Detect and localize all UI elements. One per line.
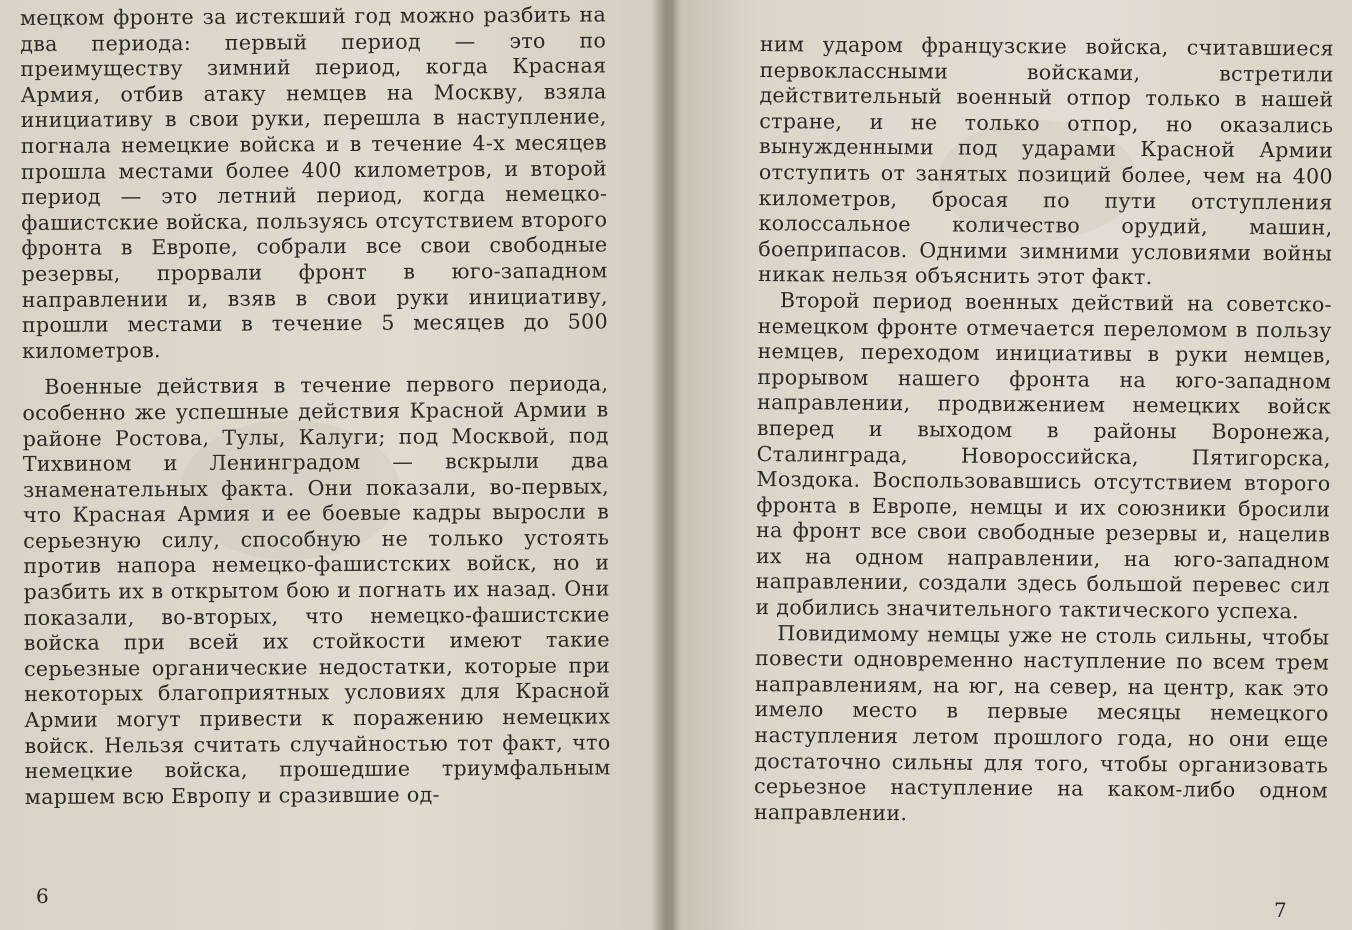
paragraph: Военные действия в течение первого периода, особенно же успешные действия Красной Армии в районе Ростова, Тулы, Калуги; под Москвой, под Тихвином и Ленинградом — вскрыли два знаменательных факта. Они показали, во-первых, что Красная Армия и ее боевые кадры выросли в серьезную силу, способную не только устоять против напора немецко-фашистских войск, но и разбить их в открытом бою и погнать их назад. Они показали, во-вторых, что немецко-фашистские войска при всей их стойкости имеют такие серьезные органические недостатки, которые при некоторых благоприятных условиях для Красной Армии могут привести к поражению немецких войск. Нельзя считать случайностью тот факт, что немецкие войска, прошедшие триумфальным маршем всю Европу и сразившие од- [22,371,611,809]
paragraph: мецком фронте за истекший год можно разбить на два периода: первый период — это по преимуществу зимний период, когда Красная Армия, отбив атаку немцев на Москву, взяла инициативу в свои руки, перешла в наступление, погнала немецкие войска и в течение 4-х месяцев прошла местами более 400 километров, и второй период — это летний период, когда немецко-фашистские войска, пользуясь отсутствием второго фронта в Европе, собрали все свои свободные резервы, прорвали фронт в юго-западном направлении и, взяв в свои руки инициативу, прошли местами в течение 5 месяцев до 500 километров. [20,2,609,363]
paragraph: Повидимому немцы уже не столь сильны, чтобы повести одновременно наступление по всем трем направлениям, на юг, на север, на центр, как это имело место в первые месяцы немецкого наступления летом прошлого года, но они еще достаточно сильны для того, чтобы организовать серьезное наступление на каком-либо одном направлении. [753,620,1330,825]
page-number: 7 [1274,898,1287,922]
right-page-text [754,32,1334,830]
left-page-text [20,2,611,810]
paragraph: Второй период военных действий на советско-немецком фронте отмечается переломом в пользу немцев, переходом инициативы в руки немцев, прорывом нашего фронта на юго-западном направлении, продвижением немецких войск вперед и выходом в районы Воронежа, Сталинграда, Новороссийска, Пятигорска, Моздока. Воспользовавшись отсутствием второго фронта в Европе, немцы и их союзники бросили на фронт все свои свободные резервы и, нацелив их на одном направлении, на юго-западном направлении, создали здесь большой перевес сил и добились значительного тактического успеха. [755,288,1332,624]
paragraph: ним ударом французские войска, считавшиеся первоклассными войсками, встретили действительный военный отпор только в нашей стране, и не только отпор, но оказались вынужденными под ударами Красной Армии отступить от занятых позиций более, чем на 400 километров, бросая по пути отступления колоссальное количество орудий, машин, боеприпасов. Одними зимними условиями войны никак нельзя объяснить этот факт. [758,32,1334,290]
right-page [678,0,1352,930]
page-number: 6 [36,884,49,908]
left-page [0,0,660,930]
